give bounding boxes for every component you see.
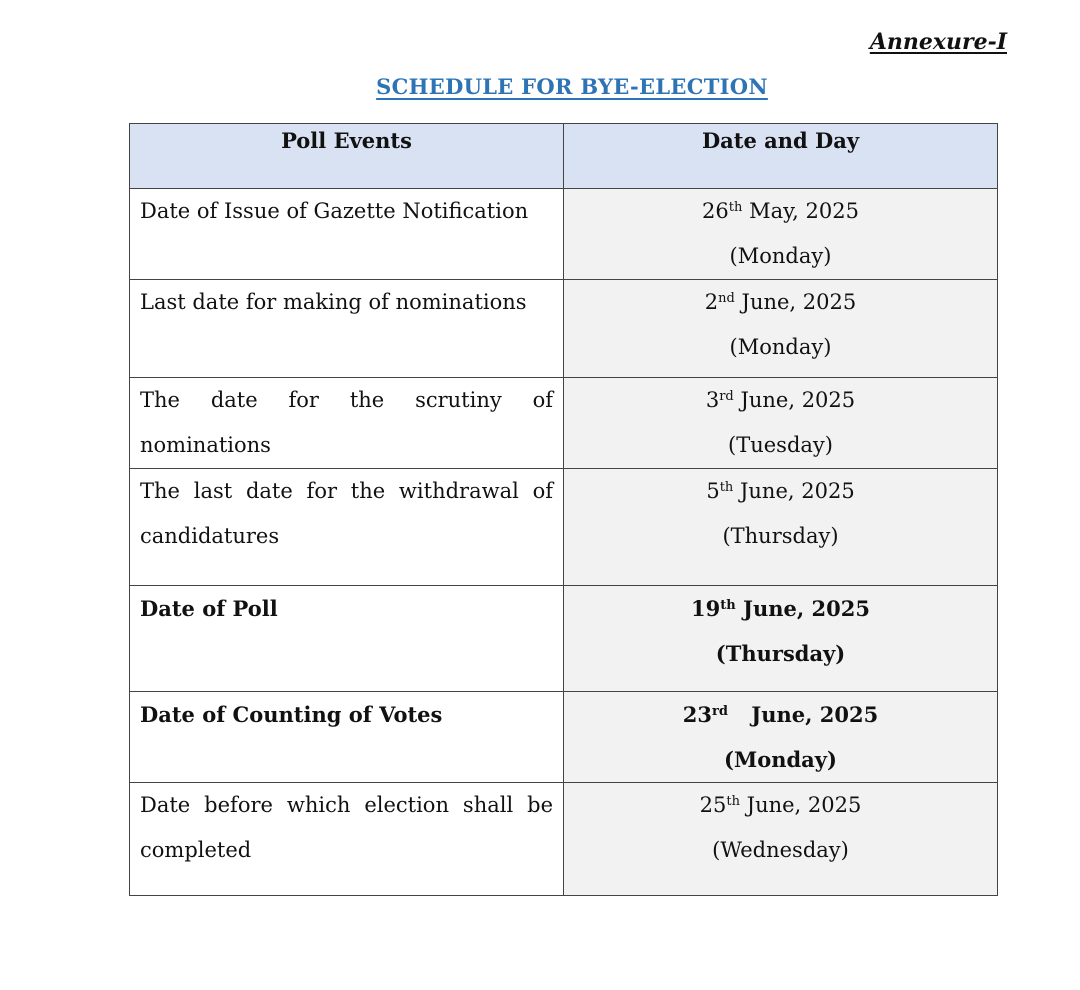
date-cell — [564, 586, 998, 692]
date-month-year: June, 2025 — [740, 388, 856, 412]
weekday: (Thursday) — [722, 524, 839, 548]
ordinal-suffix: th — [728, 200, 743, 215]
event-cell: Date of Counting of Votes — [130, 692, 564, 783]
document-title: SCHEDULE FOR BYE-ELECTION — [376, 74, 768, 99]
table-header-row — [130, 124, 998, 189]
event-cell: Date of Issue of Gazette Notification — [130, 189, 564, 280]
schedule-table — [129, 123, 998, 896]
table-row — [130, 280, 998, 378]
weekday: (Tuesday) — [728, 433, 833, 457]
weekday: (Monday) — [729, 244, 832, 268]
header-poll-events: Poll Events — [130, 124, 564, 189]
date-cell — [564, 189, 998, 280]
ordinal-suffix: rd — [712, 704, 728, 719]
table-row — [130, 692, 998, 783]
weekday: (Thursday) — [715, 641, 846, 666]
ordinal-suffix: rd — [719, 389, 734, 404]
date-cell — [564, 692, 998, 783]
table-row — [130, 189, 998, 280]
date-month-year: June, 2025 — [741, 290, 857, 314]
day-number: 19 — [691, 596, 721, 621]
weekday: (Monday) — [729, 335, 832, 359]
day-number: 26 — [702, 199, 729, 223]
ordinal-suffix: th — [720, 598, 736, 613]
event-cell: Last date for making of nominations — [130, 280, 564, 378]
event-cell: Date before which election shall be completed — [130, 783, 564, 896]
date-month-year: May, 2025 — [749, 199, 859, 223]
day-number: 23 — [682, 702, 713, 727]
event-cell: Date of Poll — [130, 586, 564, 692]
event-cell: The date for the scrutiny of nominations — [130, 378, 564, 469]
weekday: (Monday) — [724, 747, 837, 772]
table-row — [130, 469, 998, 586]
annexure-label: Annexure-I — [869, 29, 1007, 55]
date-month-year: June, 2025 — [751, 702, 879, 727]
date-cell — [564, 378, 998, 469]
day-number: 2 — [704, 290, 719, 314]
weekday: (Wednesday) — [712, 838, 849, 862]
table-row — [130, 586, 998, 692]
header-date-and-day: Date and Day — [564, 124, 998, 189]
date-cell — [564, 280, 998, 378]
date-month-year: June, 2025 — [739, 479, 855, 503]
event-cell: The last date for the withdrawal of candidatures — [130, 469, 564, 586]
day-number: 3 — [705, 388, 720, 412]
day-number: 5 — [706, 479, 720, 503]
date-month-year: June, 2025 — [743, 596, 870, 621]
ordinal-suffix: th — [719, 480, 734, 495]
day-number: 25 — [699, 793, 727, 817]
date-cell — [564, 783, 998, 896]
ordinal-suffix: th — [726, 794, 740, 809]
date-month-year: June, 2025 — [746, 793, 862, 817]
table-row — [130, 783, 998, 896]
ordinal-suffix: nd — [718, 291, 735, 306]
table-row — [130, 378, 998, 469]
date-cell — [564, 469, 998, 586]
